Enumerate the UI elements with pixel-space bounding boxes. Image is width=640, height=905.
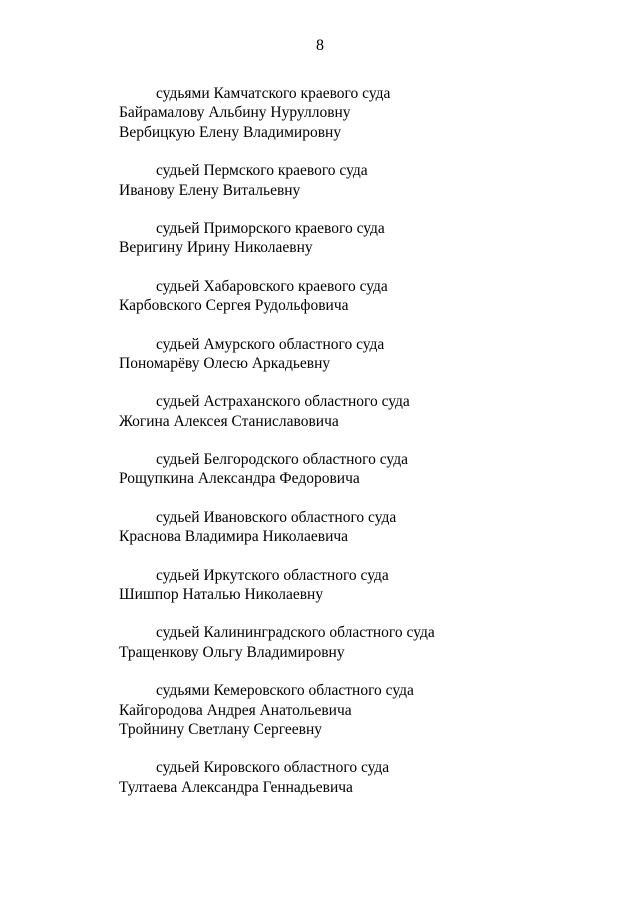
court-line: судьей Ивановского областного суда	[156, 508, 397, 526]
judge-name: Иванову Елену Витальевну	[119, 181, 301, 199]
judge-name: Шишпор Наталью Николаевну	[119, 586, 324, 604]
court-line: судьей Приморского краевого суда	[156, 219, 385, 237]
judge-name: Вербицкую Елену Владимировну	[119, 123, 342, 141]
judge-name: Байрамалову Альбину Нурулловну	[119, 104, 351, 122]
appointment-entry	[119, 758, 589, 797]
appointment-entry	[119, 566, 589, 605]
appointment-entry	[119, 623, 589, 662]
judge-name: Веригину Ирину Николаевну	[119, 239, 313, 257]
appointments-list	[119, 84, 589, 816]
appointment-entry	[119, 508, 589, 547]
judge-name: Тултаева Александра Геннадьевича	[119, 778, 353, 796]
appointment-entry	[119, 335, 589, 374]
judge-name: Краснова Владимира Николаевича	[119, 528, 349, 546]
appointment-entry	[119, 277, 589, 316]
court-line: судьей Калининградского областного суда	[156, 624, 435, 642]
appointment-entry	[119, 219, 589, 258]
court-line: судьей Белгородского областного суда	[156, 451, 408, 469]
court-line: судьями Камчатского краевого суда	[156, 85, 391, 102]
judge-name: Карбовского Сергея Рудольфовича	[119, 297, 349, 315]
court-line: судьей Пермского краевого суда	[156, 162, 368, 180]
appointment-entry	[119, 681, 589, 739]
judge-name: Жогина Алексея Станиславовича	[119, 412, 339, 430]
judge-name: Тройнину Светлану Сергеевну	[119, 720, 322, 738]
court-line: судьями Кемеровского областного суда	[156, 682, 414, 700]
court-line: судьей Амурского областного суда	[156, 335, 385, 353]
judge-name: Кайгородова Андрея Анатольевича	[119, 701, 352, 719]
appointment-entry	[119, 392, 589, 431]
judge-name: Пономарёву Олесю Аркадьевну	[119, 354, 331, 372]
court-line: судьей Астраханского областного суда	[156, 393, 410, 411]
court-line: судьей Иркутского областного суда	[156, 566, 389, 584]
appointment-entry	[119, 161, 589, 200]
court-line: судьей Хабаровского краевого суда	[156, 277, 388, 295]
appointment-entry	[119, 450, 589, 489]
court-line: судьей Кировского областного суда	[156, 759, 390, 777]
judge-name: Рощупкина Александра Федоровича	[119, 470, 360, 488]
judge-name: Тращенкову Ольгу Владимировну	[119, 643, 345, 661]
appointment-entry	[119, 84, 589, 142]
page-number: 8	[316, 37, 324, 54]
